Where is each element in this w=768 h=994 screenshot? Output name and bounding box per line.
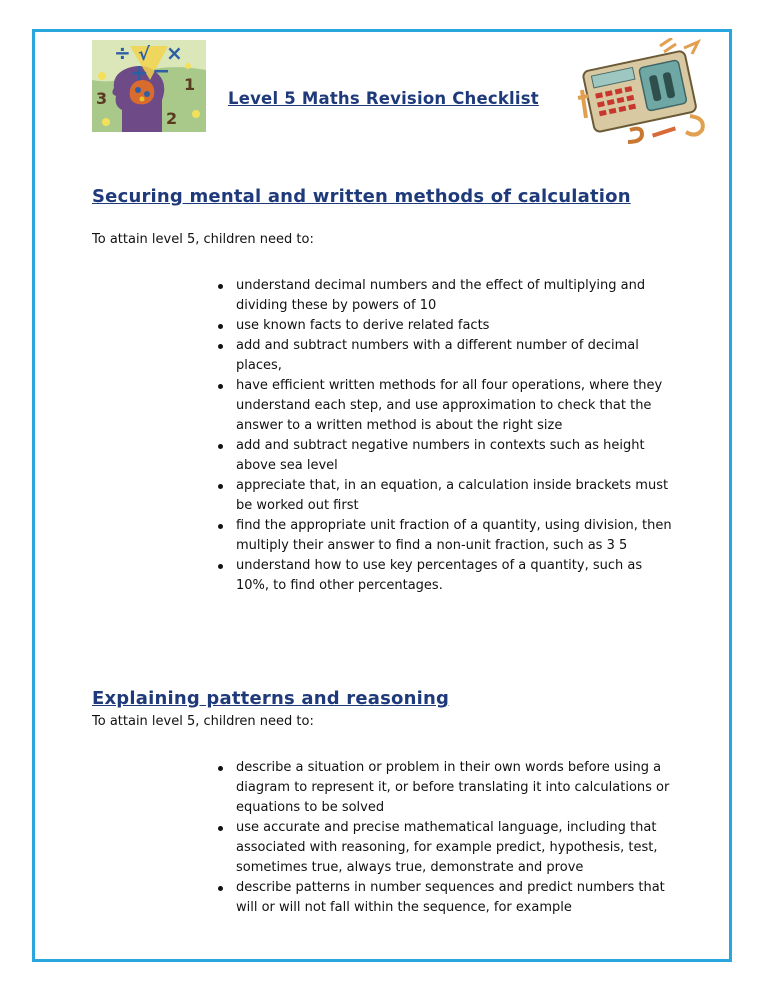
- list-item: describe patterns in number sequences and predict numbers that will or will not fall within the sequence, for example: [236, 878, 676, 918]
- bullet-icon: [218, 826, 223, 831]
- logo-one: 1: [184, 75, 196, 94]
- bullet-icon: [218, 524, 223, 529]
- logo-times: ×: [166, 41, 183, 65]
- list-item: add and subtract negative numbers in contexts such as height above sea level: [236, 436, 676, 476]
- checklist-calculation: [236, 276, 676, 596]
- logo-plus: +: [130, 61, 149, 86]
- section-heading-calculation: Securing mental and written methods of calculation: [92, 186, 631, 207]
- bullet-icon: [218, 886, 223, 891]
- document-title: Level 5 Maths Revision Checklist: [228, 89, 539, 108]
- logo-minus: −: [152, 59, 171, 84]
- maths-head-logo-icon: [92, 40, 206, 132]
- bullet-icon: [218, 766, 223, 771]
- list-item: describe a situation or problem in their own words before using a diagram to represent it, or before translating it into calculations or equations to be solved: [236, 758, 676, 818]
- bullet-icon: [218, 284, 223, 289]
- checklist-patterns: [236, 758, 676, 918]
- bullet-icon: [218, 564, 223, 569]
- logo-divide: ÷: [114, 41, 131, 65]
- bullet-icon: [218, 384, 223, 389]
- section-intro: To attain level 5, children need to:: [92, 232, 314, 247]
- calculator-icon: [572, 38, 712, 144]
- section-heading-patterns: Explaining patterns and reasoning: [92, 688, 450, 709]
- logo-two: 2: [166, 109, 178, 128]
- bullet-icon: [218, 484, 223, 489]
- list-item: appreciate that, in an equation, a calculation inside brackets must be worked out first: [236, 476, 676, 516]
- logo-three: 3: [96, 89, 108, 108]
- list-item: understand decimal numbers and the effect of multiplying and dividing these by powers of 10: [236, 276, 676, 316]
- list-item: use known facts to derive related facts: [236, 316, 676, 336]
- list-item: use accurate and precise mathematical language, including that associated with reasoning, for example predict, hypothesis, test, sometimes true, always true, demonstrate and prove: [236, 818, 676, 878]
- bullet-icon: [218, 444, 223, 449]
- bullet-icon: [218, 344, 223, 349]
- logo-root: √: [138, 44, 151, 65]
- list-item: add and subtract numbers with a different number of decimal places,: [236, 336, 676, 376]
- list-item: have efficient written methods for all four operations, where they understand each step, and use approximation to check that the answer to a written method is about the right size: [236, 376, 676, 436]
- list-item: find the appropriate unit fraction of a quantity, using division, then multiply their answer to find a non-unit fraction, such as 3 5: [236, 516, 676, 556]
- list-item: understand how to use key percentages of a quantity, such as 10%, to find other percentages.: [236, 556, 676, 596]
- bullet-icon: [218, 324, 223, 329]
- section-intro: To attain level 5, children need to:: [92, 714, 314, 729]
